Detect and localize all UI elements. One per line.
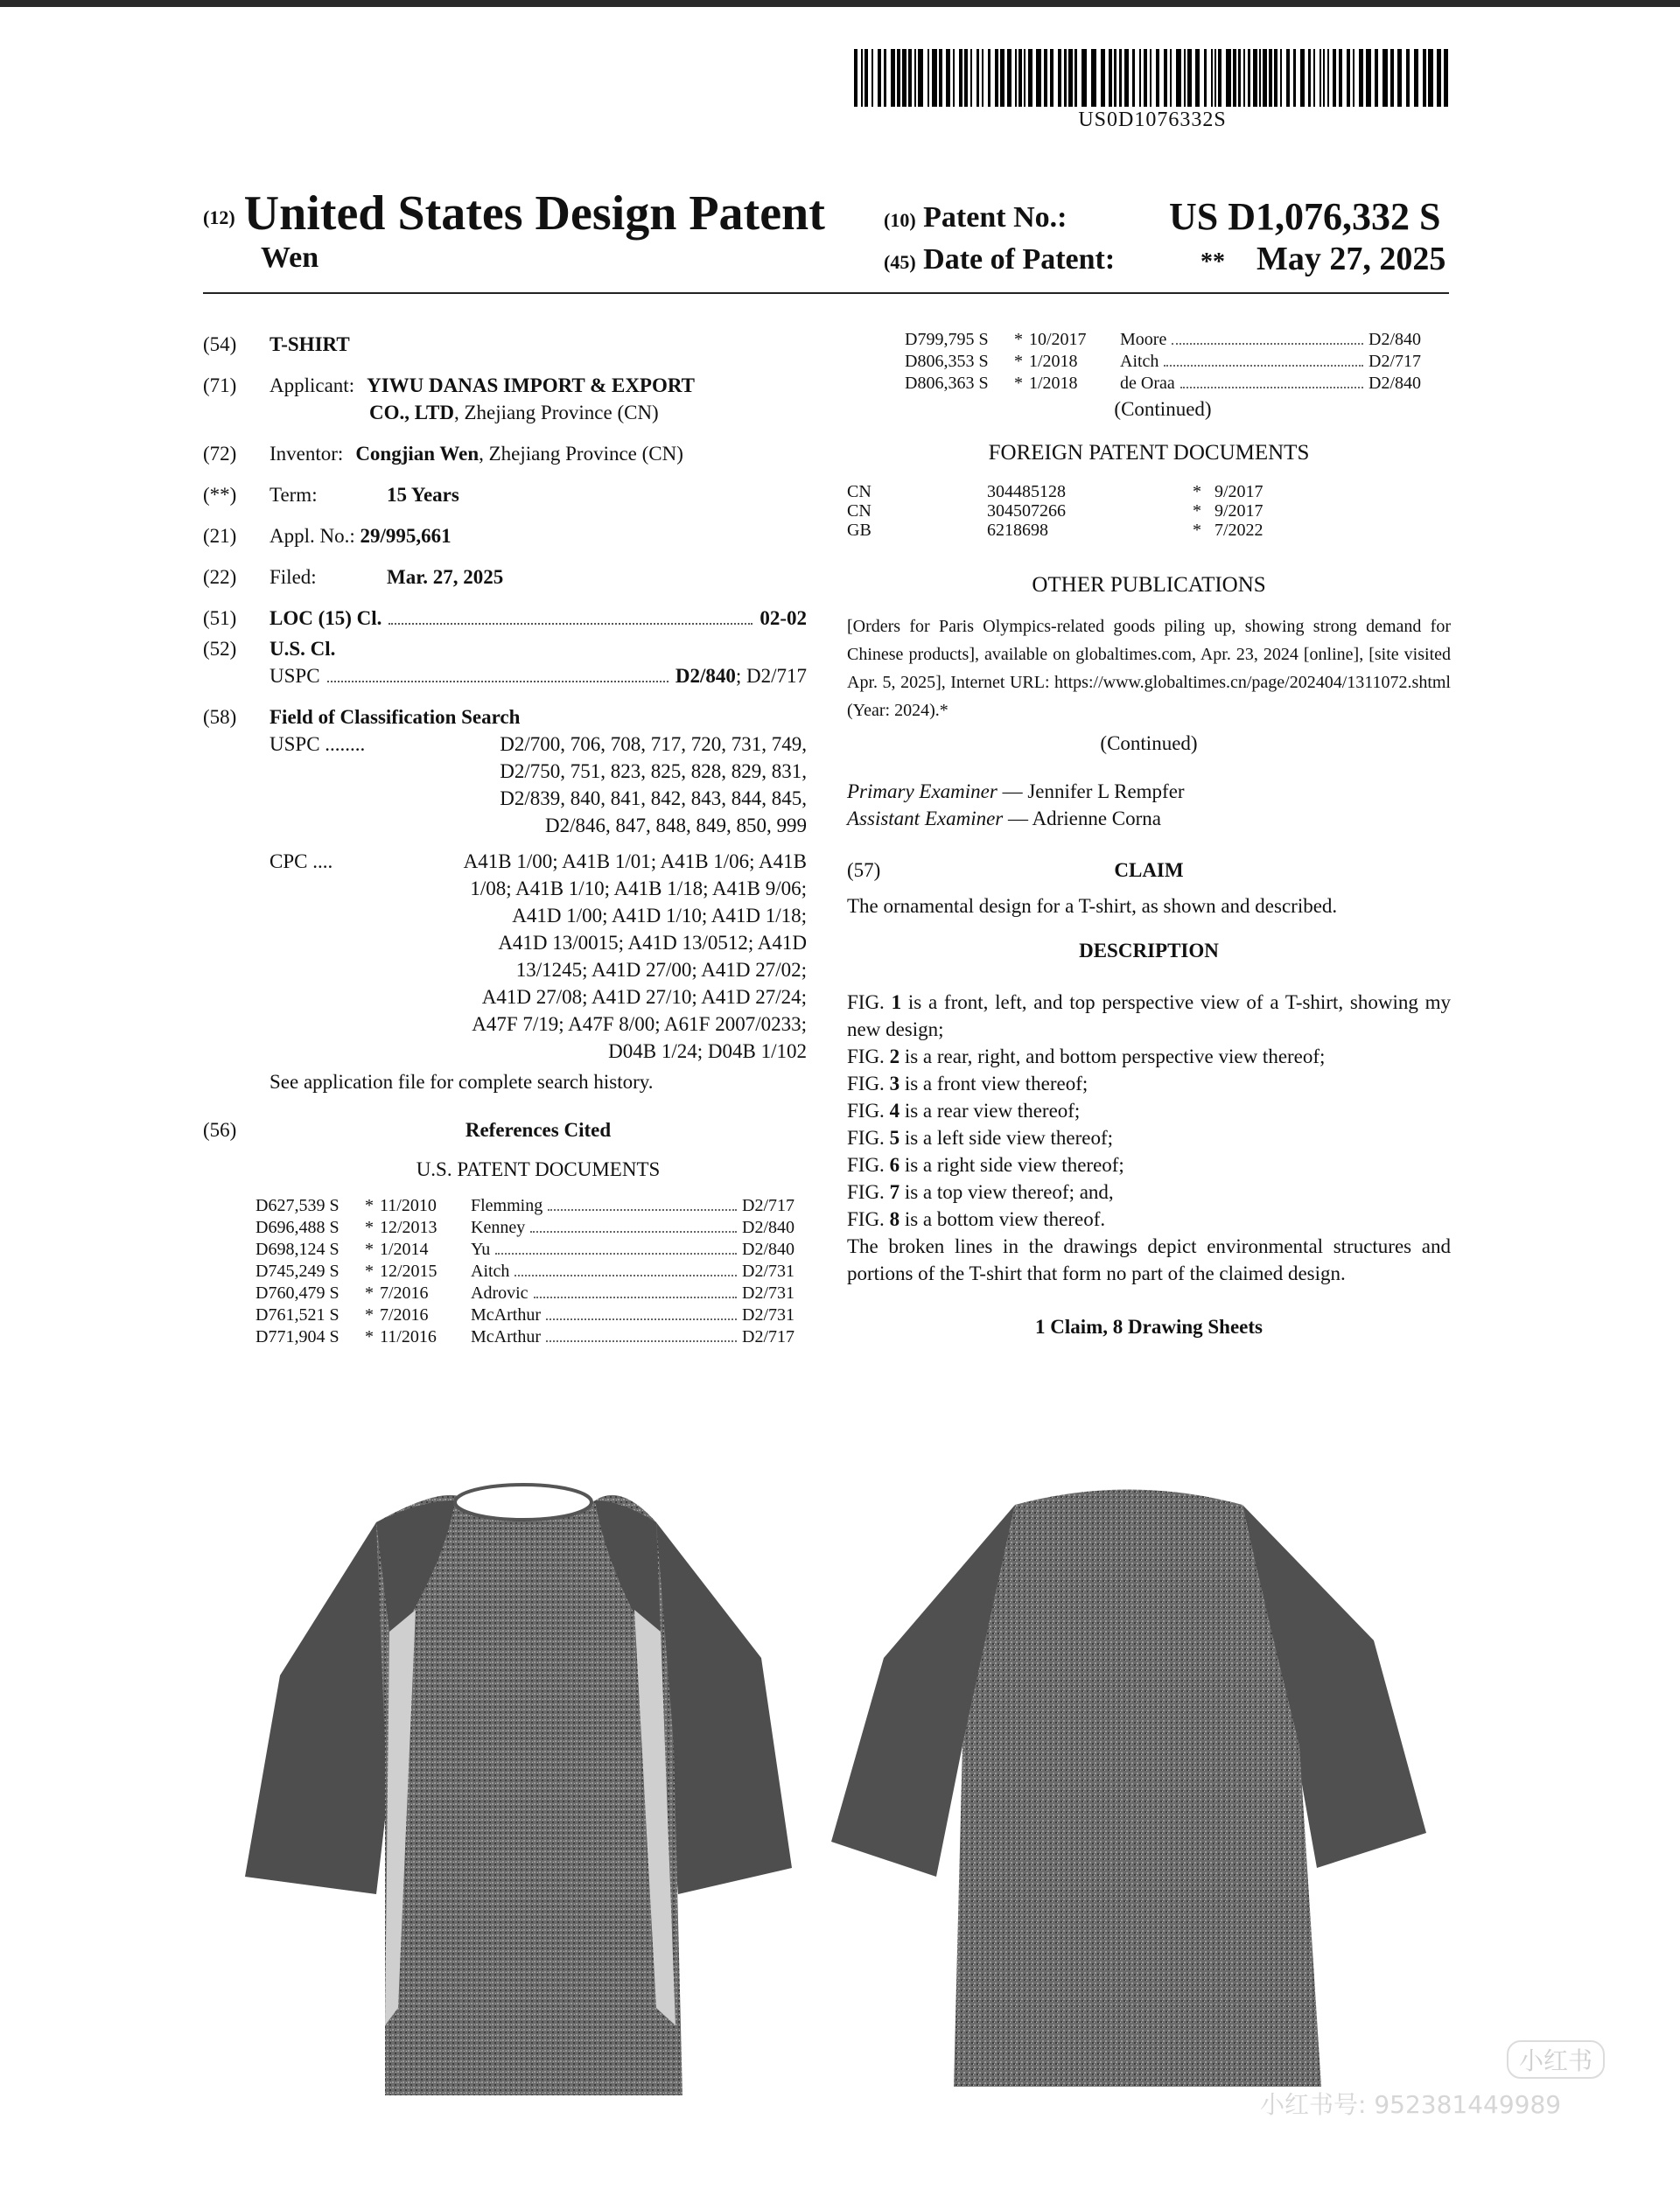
t-shirt-rear-view — [831, 1483, 1435, 2095]
barcode-bar — [1139, 49, 1141, 107]
barcode-bar — [1018, 49, 1022, 107]
barcode-bar — [1211, 49, 1213, 107]
barcode-bar — [1423, 49, 1426, 107]
cpc-line: A41D 13/0015; A41D 13/0512; A41D — [498, 932, 807, 954]
left-sleeve — [245, 1522, 394, 1894]
search-uspc-label: USPC ........ — [270, 733, 366, 755]
ref-star: * — [1014, 330, 1023, 349]
reference-row — [256, 1261, 794, 1283]
field-71-applicant — [203, 372, 807, 426]
inid-code: (72) — [203, 443, 237, 465]
barcode-bar — [970, 49, 972, 107]
foreign-patent-documents-title: FOREIGN PATENT DOCUMENTS — [988, 441, 1310, 465]
collar — [455, 1485, 592, 1520]
foreign-row — [847, 501, 1451, 521]
barcode-bar — [1263, 49, 1267, 107]
barcode-bar — [1114, 49, 1116, 107]
barcode-bar — [964, 49, 968, 107]
foreign-date: 7/2022 — [1214, 521, 1264, 540]
ref-class: D2/717 — [742, 1327, 794, 1346]
barcode-bar — [953, 49, 955, 107]
reference-row — [256, 1239, 794, 1261]
barcode-bar — [1313, 49, 1315, 107]
barcode-bar — [1050, 49, 1054, 107]
foreign-date: 9/2017 — [1214, 482, 1264, 501]
barcode-bar — [1101, 49, 1105, 107]
barcode-bar — [1353, 49, 1354, 107]
claim-heading — [847, 857, 1451, 884]
barcode-bar — [897, 49, 900, 107]
inventor-place: , Zhejiang Province (CN) — [479, 443, 683, 465]
date-of-patent-label — [884, 243, 1115, 276]
barcode-bar — [1164, 49, 1167, 107]
ref-date: 12/2013 — [380, 1218, 438, 1237]
barcode-bar — [1156, 49, 1159, 107]
ref-class: D2/840 — [742, 1240, 794, 1259]
right-column — [847, 331, 1451, 1340]
barcode-bar — [1214, 49, 1216, 107]
ref-number: D806,353 S — [905, 352, 989, 371]
term-label: Term: — [270, 484, 318, 506]
ref-name: Adrovic — [471, 1283, 528, 1303]
ref-name: Aitch — [471, 1262, 510, 1281]
date-stars: ** — [1200, 248, 1225, 276]
applicant-label: Applicant: — [270, 374, 355, 396]
assistant-examiner — [847, 805, 1451, 832]
search-cpc-label: CPC .... — [270, 850, 333, 872]
figure-description: FIG. 3 is a front view thereof; — [847, 1073, 1088, 1094]
watermark-badge: 小红书 — [1507, 2040, 1605, 2079]
ref-number: D761,521 S — [256, 1305, 340, 1325]
applicant-name-2: CO., LTD — [369, 402, 454, 423]
ref-star: * — [365, 1218, 374, 1237]
ref-number: D806,363 S — [905, 374, 989, 393]
search-field-label: Field of Classification Search — [270, 706, 521, 728]
barcode-bar — [1269, 49, 1272, 107]
inventor-surname: Wen — [261, 241, 319, 274]
ref-star: * — [1014, 352, 1023, 371]
reference-row — [256, 1304, 794, 1326]
cpc-line: A47F 7/19; A47F 8/00; A61F 2007/0233; — [472, 1013, 807, 1035]
ref-name: Kenney — [471, 1218, 526, 1237]
foreign-star: * — [1193, 521, 1201, 540]
figure-description: FIG. 1 is a front, left, and top perspective view of a T-shirt, showing my new design; — [847, 991, 1451, 1040]
ref-date: 7/2016 — [380, 1283, 429, 1303]
foreign-row — [847, 521, 1451, 540]
barcode — [854, 49, 1451, 107]
uspc-label: USPC — [270, 665, 320, 687]
barcode-bar — [1074, 49, 1077, 107]
figure-descriptions — [847, 989, 1451, 1287]
barcode-bar — [1218, 49, 1222, 107]
cpc-line: A41D 27/08; A41D 27/10; A41D 27/24; — [481, 986, 807, 1008]
assistant-examiner-label: Assistant Examiner — [847, 808, 1004, 829]
figure-description: FIG. 4 is a rear view thereof; — [847, 1100, 1081, 1122]
barcode-bar — [861, 49, 863, 107]
uspc-line: D2/846, 847, 848, 849, 850, 999 — [545, 815, 807, 836]
foreign-star: * — [1193, 482, 1201, 501]
barcode-bar — [1375, 49, 1378, 107]
right-sleeve — [656, 1522, 792, 1894]
inid-code-12: (12) — [203, 206, 235, 229]
ref-date: 10/2017 — [1029, 330, 1087, 349]
ref-number: D760,479 S — [256, 1283, 340, 1303]
primary-examiner-name: — Jennifer L Rempfer — [1002, 780, 1185, 802]
ref-number: D771,904 S — [256, 1327, 340, 1346]
ref-star: * — [365, 1283, 374, 1303]
inid-code: (**) — [203, 484, 237, 506]
foreign-number: 304507266 — [987, 501, 1066, 521]
cpc-line: A41D 1/00; A41D 1/10; A41D 1/18; — [512, 905, 807, 927]
barcode-bar — [1044, 49, 1047, 107]
barcode-bar — [908, 49, 912, 107]
inid-code-10: (10) — [884, 209, 916, 231]
inid-code: (56) — [203, 1119, 237, 1141]
barcode-bar — [1068, 49, 1073, 107]
reference-row — [256, 1283, 794, 1304]
barcode-bar — [902, 49, 906, 107]
continued-label: (Continued) — [1114, 398, 1212, 420]
foreign-star: * — [1193, 501, 1201, 521]
filed-label: Filed: — [270, 566, 317, 588]
uspc-line: D2/750, 751, 823, 825, 828, 829, 831, — [500, 760, 807, 782]
barcode-bar — [1327, 49, 1329, 107]
patent-number-label — [884, 201, 1067, 234]
barcode-bar — [1204, 49, 1207, 107]
field-56-references — [203, 1116, 807, 1183]
barcode-bar — [864, 49, 868, 107]
field-72-inventor — [203, 440, 807, 467]
date-label-text: Date of Patent: — [923, 243, 1116, 276]
barcode-bar — [1024, 49, 1026, 107]
ref-name: Aitch — [1120, 352, 1159, 371]
foreign-country: CN — [847, 501, 872, 521]
cpc-line: 13/1245; A41D 27/00; A41D 27/02; — [515, 959, 807, 981]
barcode-bar — [995, 49, 998, 107]
barcode-bar — [1382, 49, 1388, 107]
barcode-bar — [914, 49, 916, 107]
ref-star: * — [365, 1305, 374, 1325]
cpc-line: 1/08; A41B 1/10; A41B 1/18; A41B 9/06; — [470, 878, 807, 899]
field-21-appl-no — [203, 522, 807, 549]
design-title: T-SHIRT — [270, 333, 350, 355]
document-type-text: United States Design Patent — [243, 186, 825, 241]
ref-name: McArthur — [471, 1327, 541, 1346]
barcode-bar — [1091, 49, 1096, 107]
barcode-bar — [1274, 49, 1278, 107]
barcode-bar — [1184, 49, 1186, 107]
barcode-bar — [1064, 49, 1067, 107]
barcode-bar — [1028, 49, 1032, 107]
ref-class: D2/840 — [1368, 374, 1421, 393]
barcode-bar — [1300, 49, 1305, 107]
ref-number: D627,539 S — [256, 1196, 340, 1215]
field-54-title — [203, 331, 807, 358]
barcode-bar — [1428, 49, 1433, 107]
ref-class: D2/731 — [742, 1262, 794, 1281]
search-history-note: See application file for complete search history. — [270, 1071, 654, 1093]
other-publications-title: OTHER PUBLICATIONS — [1032, 573, 1266, 597]
claims-and-sheets: 1 Claim, 8 Drawing Sheets — [1034, 1316, 1264, 1338]
ref-date: 12/2015 — [380, 1262, 438, 1281]
barcode-bar — [1243, 49, 1245, 107]
reference-row — [905, 329, 1421, 351]
reference-row — [905, 373, 1421, 395]
uspc-line: D2/839, 840, 841, 842, 843, 844, 845, — [500, 787, 807, 809]
cpc-line: A41B 1/00; A41B 1/01; A41B 1/06; A41B — [463, 850, 807, 872]
field-52-us-cl — [203, 635, 807, 689]
barcode-bar — [854, 49, 858, 107]
ref-date: 7/2016 — [380, 1305, 429, 1325]
ref-date: 1/2014 — [380, 1240, 429, 1259]
claim-title: CLAIM — [1114, 859, 1184, 881]
barcode-bar — [959, 49, 962, 107]
ref-star: * — [365, 1196, 374, 1215]
term-value: 15 Years — [387, 484, 459, 506]
barcode-bar — [976, 49, 979, 107]
reference-row — [905, 351, 1421, 373]
us-cl-label: U.S. Cl. — [270, 638, 336, 660]
broken-lines-note: The broken lines in the drawings depict environmental structures and portions of the T-shirt that form no part of the claimed design. — [847, 1235, 1451, 1284]
barcode-bar — [1347, 49, 1350, 107]
inid-code: (54) — [203, 333, 237, 355]
us-patent-documents-title: U.S. PATENT DOCUMENTS — [416, 1158, 661, 1180]
field-term — [203, 481, 807, 508]
barcode-bar — [1124, 49, 1129, 107]
ref-name: de Oraa — [1120, 374, 1175, 393]
barcode-bar — [1132, 49, 1135, 107]
ref-name: Moore — [1120, 330, 1167, 349]
ref-class: D2/717 — [1368, 352, 1421, 371]
reference-row — [256, 1326, 794, 1348]
barcode-bar — [1397, 49, 1402, 107]
foreign-row — [847, 482, 1451, 501]
patent-number: US D1,076,332 S — [1169, 195, 1441, 238]
barcode-bar — [1109, 49, 1112, 107]
barcode-bar — [1320, 49, 1321, 107]
us-reference-list — [256, 1195, 794, 1348]
barcode-bar — [1195, 49, 1200, 107]
barcode-bar — [932, 49, 937, 107]
barcode-bar — [1248, 49, 1250, 107]
barcode-bar — [1444, 49, 1448, 107]
left-column — [203, 331, 807, 1348]
reference-row — [256, 1217, 794, 1239]
barcode-bar — [988, 49, 990, 107]
uspc-primary: D2/840 — [675, 665, 736, 687]
barcode-bar — [1333, 49, 1336, 107]
inid-code: (52) — [203, 638, 237, 660]
foreign-reference-list — [847, 482, 1451, 540]
foreign-country: CN — [847, 482, 872, 501]
ref-star: * — [1014, 374, 1023, 393]
inid-code: (58) — [203, 706, 237, 728]
applicant-place: , Zhejiang Province (CN) — [453, 402, 659, 423]
barcode-bar — [946, 49, 950, 107]
inid-code: (22) — [203, 566, 237, 588]
ref-number: D698,124 S — [256, 1240, 340, 1259]
claim-text: The ornamental design for a T-shirt, as shown and described. — [847, 895, 1338, 917]
foreign-number: 304485128 — [987, 482, 1066, 501]
barcode-bar — [1253, 49, 1257, 107]
inventor-label: Inventor: — [270, 443, 344, 465]
barcode-bar — [1359, 49, 1363, 107]
watermark-id: 小红书号: 952381449989 — [1260, 2090, 1562, 2119]
barcode-bar — [891, 49, 895, 107]
primary-examiner — [847, 778, 1451, 805]
foreign-number: 6218698 — [987, 521, 1048, 540]
inid-code-45: (45) — [884, 251, 916, 273]
barcode-bar — [872, 49, 873, 107]
loc-label: LOC (15) Cl. — [270, 607, 382, 629]
barcode-bar — [1366, 49, 1371, 107]
ref-name: McArthur — [471, 1305, 541, 1325]
barcode-bar — [1036, 49, 1041, 107]
uspc-line: D2/700, 706, 708, 717, 720, 731, 749, — [500, 733, 807, 755]
barcode-bar — [982, 49, 984, 107]
field-58-search — [203, 703, 807, 1095]
date-of-patent: May 27, 2025 — [1256, 241, 1446, 277]
barcode-bar — [1007, 49, 1012, 107]
barcode-bar — [1233, 49, 1236, 107]
inid-code-57: (57) — [847, 859, 881, 881]
barcode-bar — [1226, 49, 1231, 107]
ref-star: * — [365, 1240, 374, 1259]
t-shirt-front-view — [245, 1483, 822, 2095]
document-type — [203, 185, 825, 241]
barcode-bar — [878, 49, 881, 107]
figure-description: FIG. 8 is a bottom view thereof. — [847, 1208, 1106, 1230]
barcode-bar — [1414, 49, 1418, 107]
barcode-bar — [1259, 49, 1261, 107]
foreign-country: GB — [847, 521, 872, 540]
applicant-name: YIWU DANAS IMPORT & EXPORT — [367, 374, 696, 396]
barcode-bar — [1238, 49, 1241, 107]
ref-number: D745,249 S — [256, 1262, 340, 1281]
ref-number: D696,488 S — [256, 1218, 340, 1237]
figure-description: FIG. 6 is a right side view thereof; — [847, 1154, 1124, 1176]
inventor-full-name: Congjian Wen — [355, 443, 480, 465]
ref-date: 11/2010 — [380, 1196, 437, 1215]
barcode-bar — [1058, 49, 1061, 107]
uspc-secondary: ; D2/717 — [735, 665, 807, 687]
ref-number: D799,795 S — [905, 330, 989, 349]
barcode-bar — [1176, 49, 1181, 107]
appl-no-label: Appl. No.: — [270, 525, 355, 547]
barcode-bar — [1437, 49, 1441, 107]
inid-code: (51) — [203, 607, 237, 629]
barcode-bar — [1293, 49, 1296, 107]
ref-name: Flemming — [471, 1196, 543, 1215]
barcode-bar — [1015, 49, 1017, 107]
barcode-bar — [1150, 49, 1152, 107]
barcode-bar — [939, 49, 942, 107]
ref-date: 1/2018 — [1029, 352, 1078, 371]
ref-class: D2/840 — [1368, 330, 1421, 349]
ref-name: Yu — [471, 1240, 491, 1259]
barcode-bar — [1170, 49, 1172, 107]
continued-label-2: (Continued) — [1100, 732, 1198, 754]
primary-examiner-label: Primary Examiner — [847, 780, 998, 802]
references-cited-title: References Cited — [465, 1119, 612, 1141]
barcode-bar — [1280, 49, 1282, 107]
appl-no-value: 29/995,661 — [360, 525, 452, 547]
ref-star: * — [365, 1262, 374, 1281]
patent-number-label-text: Patent No.: — [923, 201, 1068, 234]
ref-class: D2/840 — [742, 1218, 794, 1237]
barcode-bar — [1000, 49, 1004, 107]
barcode-bar — [1144, 49, 1147, 107]
barcode-bar — [1339, 49, 1342, 107]
description-title: DESCRIPTION — [1079, 940, 1219, 962]
ref-class: D2/731 — [742, 1305, 794, 1325]
ref-date: 1/2018 — [1029, 374, 1078, 393]
barcode-bar — [1286, 49, 1290, 107]
barcode-bar — [884, 49, 886, 107]
barcode-bar — [1323, 49, 1325, 107]
field-22-filed — [203, 563, 807, 591]
barcode-bar — [928, 49, 929, 107]
reference-row — [256, 1195, 794, 1217]
inid-code: (21) — [203, 525, 237, 547]
assistant-examiner-name: — Adrienne Corna — [1008, 808, 1162, 829]
foreign-date: 9/2017 — [1214, 501, 1264, 521]
header-divider — [203, 292, 1449, 294]
us-reference-list-continued — [905, 329, 1421, 420]
barcode-bar — [1187, 49, 1192, 107]
other-publication-entry: [Orders for Paris Olympics-related goods piling up, showing strong demand for Chinese products], available on globaltimes.com, Apr. 23, 2024 [online], [site visited Apr. 5, 2025], Internet URL: https://www.globaltimes.cn/page/202404/1311072.shtml (Year: 2024).* — [847, 617, 1451, 720]
figure-description: FIG. 7 is a top view thereof; and, — [847, 1181, 1114, 1203]
barcode-bar — [918, 49, 923, 107]
barcode-number: US0D1076332S — [1078, 108, 1227, 131]
ref-star: * — [365, 1327, 374, 1346]
barcode-bar — [1082, 49, 1087, 107]
barcode-bar — [1119, 49, 1122, 107]
barcode-bar — [1406, 49, 1410, 107]
cpc-line: D04B 1/24; D04B 1/102 — [608, 1040, 807, 1062]
filed-value: Mar. 27, 2025 — [387, 566, 504, 588]
figure-description: FIG. 5 is a left side view thereof; — [847, 1127, 1114, 1149]
top-border — [0, 0, 1680, 7]
ref-class: D2/731 — [742, 1283, 794, 1303]
representative-drawings — [245, 1483, 1435, 2113]
ref-class: D2/717 — [742, 1196, 794, 1215]
barcode-bar — [1308, 49, 1311, 107]
figure-description: FIG. 2 is a rear, right, and bottom perspective view thereof; — [847, 1046, 1326, 1067]
loc-value: 02-02 — [760, 607, 807, 629]
barcode-bar — [1390, 49, 1394, 107]
inid-code: (71) — [203, 374, 237, 396]
ref-date: 11/2016 — [380, 1327, 437, 1346]
field-51-loc — [203, 605, 807, 632]
